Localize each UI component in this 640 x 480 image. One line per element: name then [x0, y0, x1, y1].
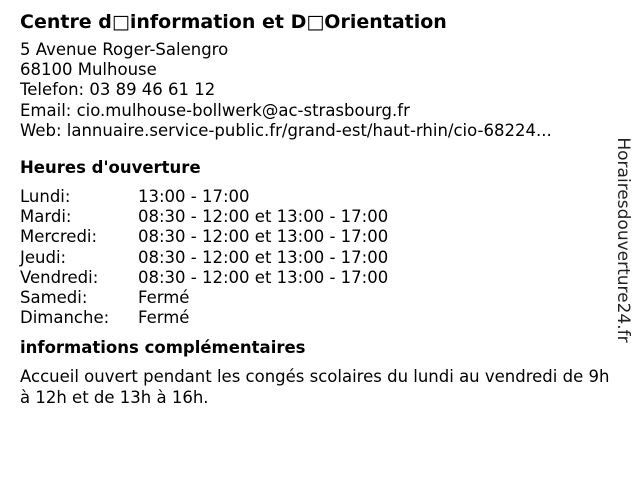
hours-row-mercredi — [20, 227, 600, 247]
site-watermark: Horairesdouverture24.fr — [613, 137, 633, 343]
hours-row-dimanche — [20, 308, 600, 328]
extra-info-text: Accueil ouvert pendant les congés scolaires du lundi au vendredi de 9h à 12h et de 13h à 16h. — [20, 367, 610, 407]
hours-row-lundi — [20, 187, 600, 207]
day-label: Jeudi: — [20, 247, 67, 267]
extra-info-heading: informations complémentaires — [20, 338, 306, 358]
day-label: Samedi: — [20, 288, 88, 308]
email-address: Email: cio.mulhouse-bollwerk@ac-strasbourg.fr — [20, 100, 410, 120]
time-range: Fermé — [138, 308, 190, 328]
time-range: Fermé — [138, 288, 190, 308]
hours-heading: Heures d'ouverture — [20, 158, 201, 178]
address-block — [20, 40, 600, 141]
hours-row-jeudi — [20, 248, 600, 268]
time-range: 08:30 - 12:00 et 13:00 - 17:00 — [138, 207, 389, 227]
day-label: Vendredi: — [20, 267, 99, 287]
time-range: 08:30 - 12:00 et 13:00 - 17:00 — [138, 227, 389, 247]
day-label: Dimanche: — [20, 308, 110, 328]
business-card — [20, 8, 610, 408]
phone-number: Telefon: 03 89 46 61 12 — [20, 80, 216, 100]
day-label: Lundi: — [20, 187, 71, 207]
time-range: 13:00 - 17:00 — [138, 187, 250, 207]
day-label: Mardi: — [20, 207, 72, 227]
hours-row-samedi — [20, 288, 600, 308]
website-link: Web: lannuaire.service-public.fr/grand-est/haut-rhin/cio-68224... — [20, 120, 552, 140]
hours-row-vendredi — [20, 268, 600, 288]
opening-hours-list — [20, 187, 600, 328]
street-address: 5 Avenue Roger-Salengro — [20, 40, 229, 59]
hours-row-mardi — [20, 207, 600, 227]
time-range: 08:30 - 12:00 et 13:00 - 17:00 — [138, 267, 389, 287]
day-label: Mercredi: — [20, 227, 98, 247]
page-title: Centre d□information et D□Orientation — [20, 11, 447, 33]
city-postcode: 68100 Mulhouse — [20, 60, 157, 80]
time-range: 08:30 - 12:00 et 13:00 - 17:00 — [138, 247, 389, 267]
